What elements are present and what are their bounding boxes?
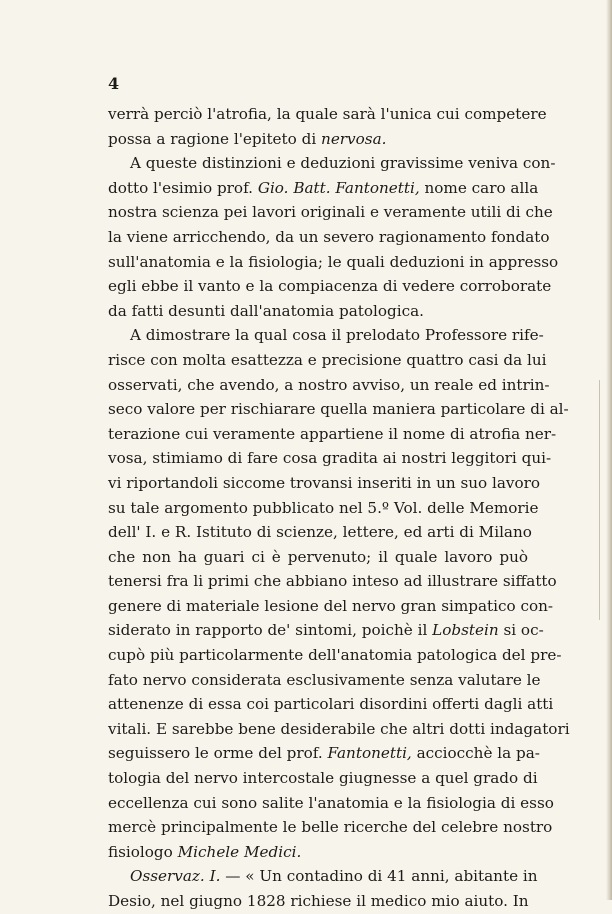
- page-number: 4: [108, 74, 120, 93]
- text-segment: vosa, stimiamo di fare cosa gradita ai nostri leggitori qui-: [108, 449, 552, 468]
- italic-text: nervosa.: [321, 129, 387, 148]
- italic-text: Michele Medici.: [177, 842, 302, 861]
- text-segment: tologia del nervo intercostale giugnesse a quel grado di: [108, 769, 538, 788]
- text-segment: la viene arricchendo, da un severo ragionamento fondato: [108, 227, 550, 246]
- text-line: [108, 618, 544, 643]
- text-segment: nome caro alla: [419, 178, 539, 197]
- text-segment: dell' I. e R. Istituto di scienze, lettere, ed arti di Milano: [108, 523, 532, 542]
- text-line: [108, 643, 562, 668]
- text-segment: genere di materiale lesione del nervo gran simpatico con-: [108, 596, 554, 615]
- text-segment: vitali. E sarebbe bene desiderabile che altri dotti indagatori: [108, 719, 570, 738]
- text-line: [108, 151, 556, 176]
- text-line: [108, 250, 559, 275]
- text-line: [108, 299, 528, 324]
- text-line: [108, 791, 554, 816]
- text-segment: egli ebbe il vanto e la compiacenza di vedere corroborate: [108, 277, 552, 296]
- text-line: [108, 422, 557, 447]
- italic-text: Gio. Batt. Fantonetti,: [257, 178, 420, 197]
- text-segment: attenenze di essa coi particolari disordini offerti dagli atti: [108, 695, 554, 714]
- text-line: [108, 446, 552, 471]
- text-line: [108, 692, 554, 717]
- text-line: [108, 274, 552, 299]
- text-line: [108, 889, 528, 914]
- page-gutter-shadow: [606, 0, 612, 900]
- text-segment: si oc-: [498, 621, 544, 640]
- text-segment: dotto l'esimio prof.: [108, 178, 258, 197]
- text-segment: eccellenza cui sono salite l'anatomia e la fisiologia di esso: [108, 793, 554, 812]
- text-line: [108, 766, 538, 791]
- italic-text: Fantonetti,: [327, 744, 412, 763]
- text-segment: nostra scienza pei lavori originali e veramente utili di che: [108, 203, 553, 222]
- text-segment: osservati, che avendo, a nostro avviso, un reale ed intrin-: [108, 375, 550, 394]
- text-line: [108, 520, 532, 545]
- text-segment: fisiologo: [108, 842, 178, 861]
- text-segment: acciocchè la pa-: [411, 744, 540, 763]
- binding-edge-line: [599, 380, 600, 620]
- text-segment: terazione cui veramente appartiene il nome di atrofia ner-: [108, 424, 557, 443]
- text-segment: Desio, nel giugno 1828 richiese il medico mio aiuto. In: [108, 892, 529, 910]
- text-segment: cupò più particolarmente dell'anatomia patologica del pre-: [108, 646, 562, 665]
- text-line: [108, 176, 539, 201]
- text-line: [108, 668, 541, 693]
- text-segment: — « Un contadino di 41 anni, abitante in: [220, 867, 538, 886]
- text-segment: su tale argomento pubblicato nel 5.º Vol. delle Memorie: [108, 498, 539, 517]
- text-line: [108, 323, 544, 348]
- text-line: [108, 741, 540, 766]
- body-text: [108, 102, 570, 914]
- text-line: [108, 348, 547, 373]
- text-segment: risce con molta esattezza e precisione quattro casi da lui: [108, 350, 547, 369]
- italic-text: Osservaz. I.: [130, 867, 221, 886]
- text-segment: possa a ragione l'epiteto di: [108, 129, 322, 148]
- text-segment: sull'anatomia e la fisiologia; le quali deduzioni in appresso: [108, 252, 559, 271]
- text-line: [108, 594, 554, 619]
- text-segment: tenersi fra li primi che abbiano inteso ad illustrare siffatto: [108, 572, 557, 591]
- text-line: [108, 840, 528, 865]
- text-segment: seguissero le orme del prof.: [108, 744, 328, 763]
- text-segment: seco valore per rischiarare quella maniera particolare di al-: [108, 400, 569, 419]
- text-line: [108, 471, 541, 496]
- text-segment: che non ha guari ci è pervenuto; il quale lavoro può: [108, 547, 528, 566]
- italic-text: Lobstein: [432, 621, 499, 640]
- text-segment: vi riportandoli siccome trovansi inseriti in un suo lavoro: [108, 473, 541, 492]
- text-line: [108, 717, 570, 742]
- text-line: [108, 496, 539, 521]
- text-segment: da fatti desunti dall'anatomia patologica.: [108, 301, 424, 320]
- text-line: [108, 815, 553, 840]
- text-segment: verrà perciò l'atrofia, la quale sarà l'unica cui competere: [108, 105, 547, 123]
- text-segment: mercè principalmente le belle ricerche del celebre nostro: [108, 818, 553, 837]
- text-line: [108, 545, 528, 570]
- text-segment: siderato in rapporto de' sintomi, poichè il: [108, 621, 433, 640]
- text-line: [108, 225, 550, 250]
- text-line: [108, 397, 569, 422]
- text-line: [108, 200, 553, 225]
- text-segment: fato nervo considerata esclusivamente senza valutare le: [108, 670, 541, 689]
- text-line: [108, 102, 547, 127]
- text-line: [108, 127, 528, 152]
- text-line: [108, 864, 538, 889]
- text-line: [108, 569, 557, 594]
- text-segment: A queste distinzioni e deduzioni gravissime veniva con-: [130, 154, 556, 173]
- text-line: [108, 373, 550, 398]
- text-segment: A dimostrare la qual cosa il prelodato Professore rife-: [130, 326, 544, 345]
